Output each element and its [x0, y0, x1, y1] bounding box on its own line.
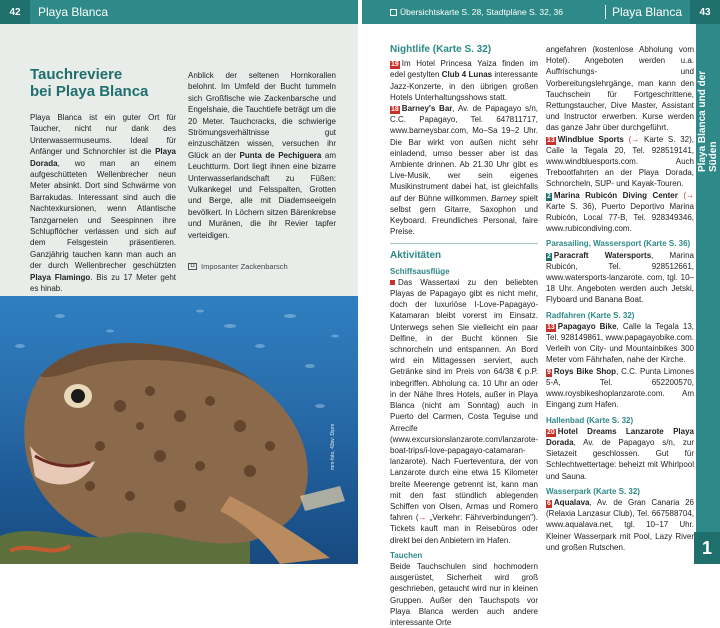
dive-box-col1: Playa Blanca ist ein guter Ort für Taucher, nicht nur dank des Unterwassermuseums. Ideal für Anfänger und Schnorchler ist die Playa Dorada, wo man an einem aufgeschütteten Wellenbrecher neun Meter absinkt. Dort sind Schwärme von Barrakudas. Interessant sind auch die Nachtexkursionen, wenn Atlantische Tanzgarnelen und Seespinnen ihre Schlupflöcher verlassen und sich auf dem Felsgestein präsentieren. Ganzjährig tauchen kann man auch an der durch Wellenbrecher geschützten Playa Flamingo. Bis zu 17 Meter geht es hinab. — [30, 113, 176, 294]
waterpark-heading: Wasserpark (Karte S. 32) — [546, 486, 640, 496]
grouper-photo — [0, 296, 358, 564]
header-divider — [605, 5, 606, 19]
dive-box-col2: Anblick der seltenen Hornkorallen belohnt. Im Umfeld der Bucht tummeln sich Großfische wie Zackenbarsche und Engelshaie, die Tauchtiefe beträgt um die 20 Meter. Tauchcracks, die schwierige Strömungsverhältnisse gut einzuschätzen wissen, versuchen ihr Glück an der Punta de Pechiguera am Leuchtturm. Dort liegt ihnen eine bizarre Unterwasserlandschaft zu Füßen: Vulkankegel und Felsspalten, Grotten und Berge, alle mit Diademseeigeln bevölkert. In Löchern sitzen Bärenkrebse und Muränen, die ihr Revier tapfer verteidigen. — [188, 71, 336, 240]
parasailing-item-2: 2 Paracraft Watersports, Marina Rubicón, Tel. 928512661, www.watersports-lanzarote. com, tgl. 10–18 Uhr. Angeboten werden auch Jetski, Flyboard und Banana Boat. — [546, 250, 694, 305]
diving-text: Beide Tauchschulen sind hochmodern ausgerüstet, Sicherheit wird groß geschrieben, getaucht wird nur in kleinen Gruppen. Außer den Tauchspots vor Playa Blanca werden auch andere interessante Orte — [390, 561, 538, 627]
chapter-tab: 1 — [694, 532, 720, 564]
activities-heading: Aktivitäten — [390, 250, 442, 262]
diving-text-cont: angefahren (kostenlose Abholung vom Hotel). Angeboten werden u.a. Auffrischungs- und Vorbereitungslehrgänge, man kann den Tauchschein für Fortgeschrittene, Rettungstaucher, Dive Master, Assistant und Instructor erwerben. Kurse werden das ganze Jahr über durchgeführt. — [546, 45, 694, 133]
indoor-pool-heading: Hallenbad (Karte S. 32) — [546, 415, 634, 425]
nightlife-heading: Nightlife (Karte S. 32) — [390, 44, 492, 55]
right-column-2 — [546, 44, 694, 553]
right-page-header — [362, 0, 720, 24]
left-page-header — [0, 0, 358, 24]
grouper-illustration — [0, 296, 358, 564]
right-page-number: 43 — [690, 0, 720, 24]
map-ref-icon — [390, 9, 397, 16]
left-header-title: Playa Blanca — [38, 5, 109, 19]
diving-item-2: 2 Marina Rubicón Diving Center (→ Karte S. 36), Puerto Deportivo Marina Rubicón, Local 77-B, Tel. 928349346, www.rubicondiving.com. — [546, 190, 695, 234]
diving-item-13: 13 Windblue Sports (→ Karte S. 32), Calle la Tegala 20, Tel. 928519141, www.windbluesports.com. Auch Trebootfahrten an der Playa Dorada, Schnorcheln, SUP- und Kayak-Touren. — [546, 134, 695, 189]
diving-heading: Tauchen — [390, 550, 423, 560]
nightlife-item-18: 18 Barney's Bar, Av. de Papagayo s/n, C.C. Papagayo, Tel. 647811717, www.barneysbar.com, Mo–Sa 19–2 Uhr. Die Bar wirkt von außen nicht sehr einladend, umso besser aber ist das Ambiente drinnen. Ab 21.30 Uhr gibt es Live-Musik, wer sein eigenes Musikinstrument dabei hat, ist gleichfalls auf der Bühne willkommen. Barney spielt selbst gern Gitarre, Saxophon und Keyboard. Freundliches Personal, faire Preise. — [390, 104, 539, 237]
right-header-title: Playa Blanca — [611, 5, 682, 19]
indoor-pool-item-20: 20 Hotel Dreams Lanzarote Playa Dorada, Av. de Papagayo s/n, zur Sietazeit geschlossen. Gut für Schlechtwettertage: beheizt mit Whirlpool und Sauna. — [546, 426, 694, 481]
right-column-1 — [390, 44, 538, 628]
photo-caption: ◘ Imposanter Zackenbarsch — [188, 262, 288, 271]
header-map-refs: Übersichtskarte S. 28, Stadtpläne S. 32, 36 — [400, 7, 564, 17]
cycling-item-13: 13 Papagayo Bike, Calle la Tegala 13, Tel. 928149861, www.papagayobike.com. Verleih von City- und Mountainbikes 300 Meter vom Fährhafen, nahe der Kirche. — [546, 321, 694, 365]
cycling-heading: Radfahren (Karte S. 32) — [546, 310, 635, 320]
page-gutter — [358, 0, 362, 564]
side-region-label: Playa Blanca und der Süden — [697, 70, 719, 172]
dive-box-title: Tauchreviere bei Playa Blanca — [30, 66, 149, 100]
boat-trips-heading: Schiffsausflüge — [390, 266, 450, 276]
cycling-item-9: 9 Roys Bike Shop, C.C. Punta Limones 5-A, Tel. 652200570, www.roysbikeshoplanzarote.com. Am Eingang zum Hafen. — [546, 366, 694, 410]
info-square-icon — [390, 280, 395, 285]
photo-credit: mm-foto, 43sv: Diprs — [330, 423, 336, 470]
parasailing-heading: Parasailing, Wassersport (Karte S. 36) — [546, 239, 691, 249]
waterpark-item-6: 6 Aqualava, Av. de Gran Canaria 26 (Relaxia Lanzasur Club), Tel. 667588704, www.aqualava.net, tgl. 10–17 Uhr. Kleiner Wasserpark mit Pool, Lazy River und großen Rutschen. — [546, 497, 694, 552]
section-divider — [390, 243, 538, 244]
boat-trips-text: Das Wassertaxi zu den beliebten Playas de Papagayo gibt es nicht mehr, doch der luxuriöse I-Love-Papagayo-Katamaran bleibt vorerst im Einsatz. Unterwegs sehen Sie vielleicht ein paar Delfine, in der Bucht können Sie schnorcheln und entspannen. An Bord wird ein Mittagessen serviert, auch Getränke sind im Preis von 64/38 € p.P. inbegriffen. Abholung ca. 10 Uhr an oder in der Nähe Ihres Hotels, außer in Playa Blanca (nicht am Sonntag) auch in Puerto del Carmen, Costa Teguise und Arrecife (www.excursionslanzarote.com/lanzarote-boat-trips/i-love-papagayo-catamaran-lanzarote). Nach Fuerteventura, der von Lanzarote durch eine etwa 15 Kilometer breite Meerenge getrennt ist, kann man mit den fast stündlich ablegenden Schiffen von Olsen, Armas und Romero fahren (→ „Verkehr: Fährverbindungen"). Tickets kauft man in Reisebüros oder direkt bei den Anbietern im Hafen. — [390, 277, 539, 545]
left-page-number: 42 — [0, 0, 30, 24]
camera-icon: ◘ — [188, 263, 197, 270]
nightlife-item-19: 19 Im Hotel Princesa Yaiza finden im edel gestylten Club 4 Lunas interessante Jazz-Konzerte, in den übrigen großen Hotels Unterhaltungsshows statt. — [390, 59, 538, 102]
